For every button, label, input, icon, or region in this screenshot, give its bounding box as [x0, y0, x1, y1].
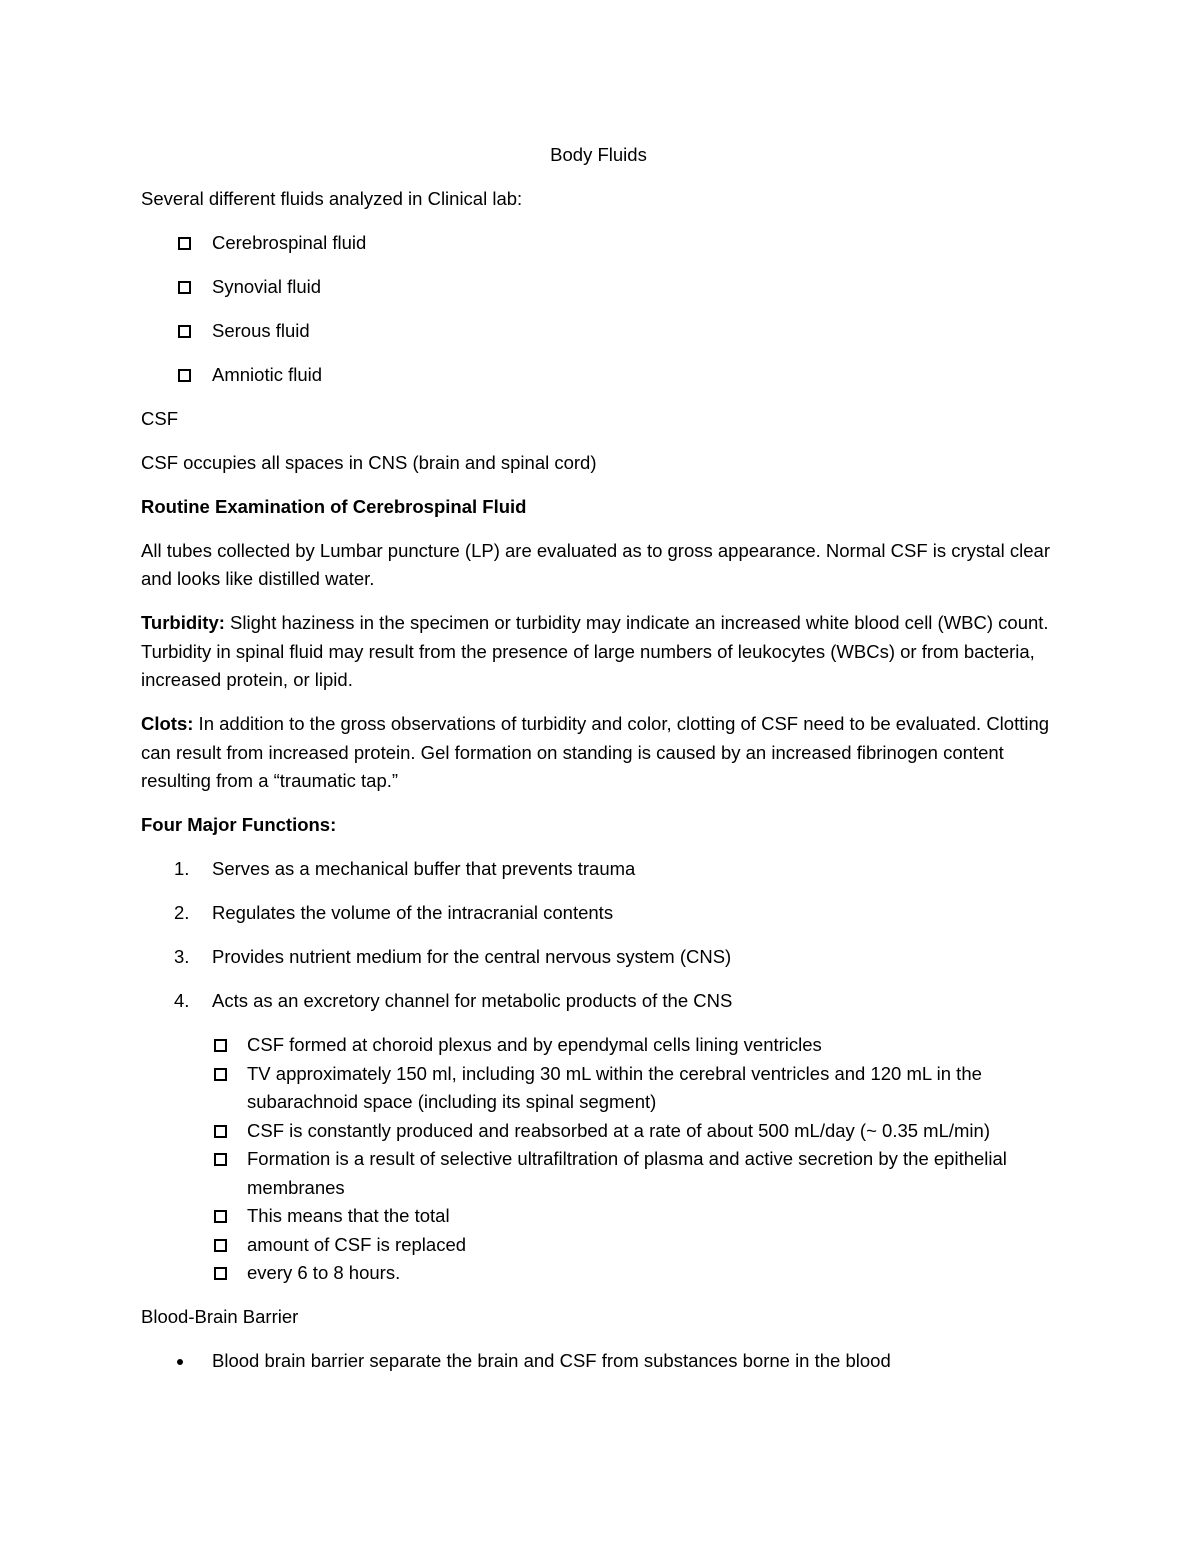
- list-item: [141, 1031, 1056, 1060]
- list-item: [141, 273, 1056, 302]
- list-item: [141, 987, 1056, 1016]
- routine-text: All tubes collected by Lumbar puncture (LP) are evaluated as to gross appearance. Normal CSF is crystal clear and looks like distilled water.: [141, 539, 1050, 589]
- clots-paragraph: [141, 710, 1056, 796]
- checkbox-icon: [178, 369, 191, 382]
- checkbox-icon: [214, 1039, 227, 1052]
- intro-text: Several different fluids analyzed in Clinical lab:: [141, 187, 523, 209]
- list-item: [141, 1347, 1056, 1376]
- list-item-text: every 6 to 8 hours.: [247, 1262, 401, 1283]
- bbb-list: [141, 1347, 1056, 1376]
- list-item: [141, 229, 1056, 258]
- bullet-icon: [177, 1359, 183, 1365]
- checkbox-icon: [214, 1153, 227, 1166]
- list-number: 2.: [174, 902, 190, 923]
- checkbox-icon: [214, 1210, 227, 1223]
- list-item-text: Synovial fluid: [212, 275, 322, 297]
- list-item: [141, 361, 1056, 390]
- list-item-text: This means that the total: [247, 1205, 450, 1226]
- clots-text: In addition to the gross observations of turbidity and color, clotting of CSF need to be evaluated. Clotting can result from increased protein. Gel formation on standing is caused by an increased fibrinogen content resulting from a “traumatic tap.”: [141, 713, 1050, 791]
- list-item: [141, 1117, 1056, 1146]
- list-item-text: CSF is constantly produced and reabsorbed at a rate of about 500 mL/day (~ 0.35 mL/min): [247, 1119, 990, 1141]
- functions-heading: Four Major Functions:: [141, 814, 337, 835]
- functions-list: [141, 855, 1056, 1016]
- list-item: [141, 1145, 1056, 1202]
- csf-facts-list: [141, 1031, 1056, 1288]
- list-item: [141, 899, 1056, 928]
- checkbox-icon: [178, 325, 191, 338]
- list-item-text: Provides nutrient medium for the central nervous system (CNS): [212, 946, 732, 967]
- list-item: [141, 855, 1056, 884]
- list-item: [141, 1060, 1056, 1117]
- checkbox-icon: [214, 1239, 227, 1252]
- routine-heading: Routine Examination of Cerebrospinal Fluid: [141, 495, 527, 517]
- list-item: [141, 1231, 1056, 1260]
- list-item-text: Serous fluid: [212, 319, 310, 341]
- fluids-list: [141, 229, 1056, 390]
- list-item-text: Cerebrospinal fluid: [212, 231, 367, 253]
- list-item-text: Serves as a mechanical buffer that prevents trauma: [212, 858, 636, 879]
- checkbox-icon: [214, 1267, 227, 1280]
- list-item-text: CSF formed at choroid plexus and by ependymal cells lining ventricles: [247, 1034, 822, 1055]
- clots-label: Clots:: [141, 713, 194, 734]
- list-item-text: TV approximately 150 ml, including 30 mL within the cerebral ventricles and 120 mL in the subarachnoid space (including its spinal segment): [247, 1062, 982, 1112]
- checkbox-icon: [178, 281, 191, 294]
- list-item: [141, 943, 1056, 972]
- document-title: Body Fluids: [550, 144, 647, 165]
- list-item: [141, 317, 1056, 346]
- checkbox-icon: [178, 237, 191, 250]
- turbidity-text: Slight haziness in the specimen or turbidity may indicate an increased white blood cell (WBC) count. Turbidity in spinal fluid may result from the presence of large numbers of leukocytes (WBCs) or from bacteria, increased protein, or lipid.: [141, 612, 1049, 690]
- list-item-text: Amniotic fluid: [212, 363, 323, 385]
- checkbox-icon: [214, 1068, 227, 1081]
- list-item-text: Acts as an excretory channel for metabolic products of the CNS: [212, 990, 733, 1011]
- turbidity-paragraph: [141, 609, 1056, 695]
- bbb-heading: Blood-Brain Barrier: [141, 1306, 299, 1327]
- list-number: 4.: [174, 990, 190, 1011]
- list-item-text: Regulates the volume of the intracranial contents: [212, 902, 614, 923]
- list-item: [141, 1202, 1056, 1231]
- list-item-text: Blood brain barrier separate the brain and CSF from substances borne in the blood: [212, 1350, 891, 1371]
- turbidity-label: Turbidity:: [141, 612, 225, 633]
- checkbox-icon: [214, 1125, 227, 1138]
- document-content: [141, 141, 1056, 1376]
- csf-occupies-text: CSF occupies all spaces in CNS (brain and spinal cord): [141, 451, 597, 473]
- list-item-text: amount of CSF is replaced: [247, 1233, 467, 1255]
- list-number: 3.: [174, 946, 190, 967]
- list-number: 1.: [174, 858, 190, 879]
- csf-heading: CSF: [141, 407, 178, 429]
- list-item: [141, 1259, 1056, 1288]
- list-item-text: Formation is a result of selective ultrafiltration of plasma and active secretion by the epithelial membranes: [247, 1148, 1007, 1198]
